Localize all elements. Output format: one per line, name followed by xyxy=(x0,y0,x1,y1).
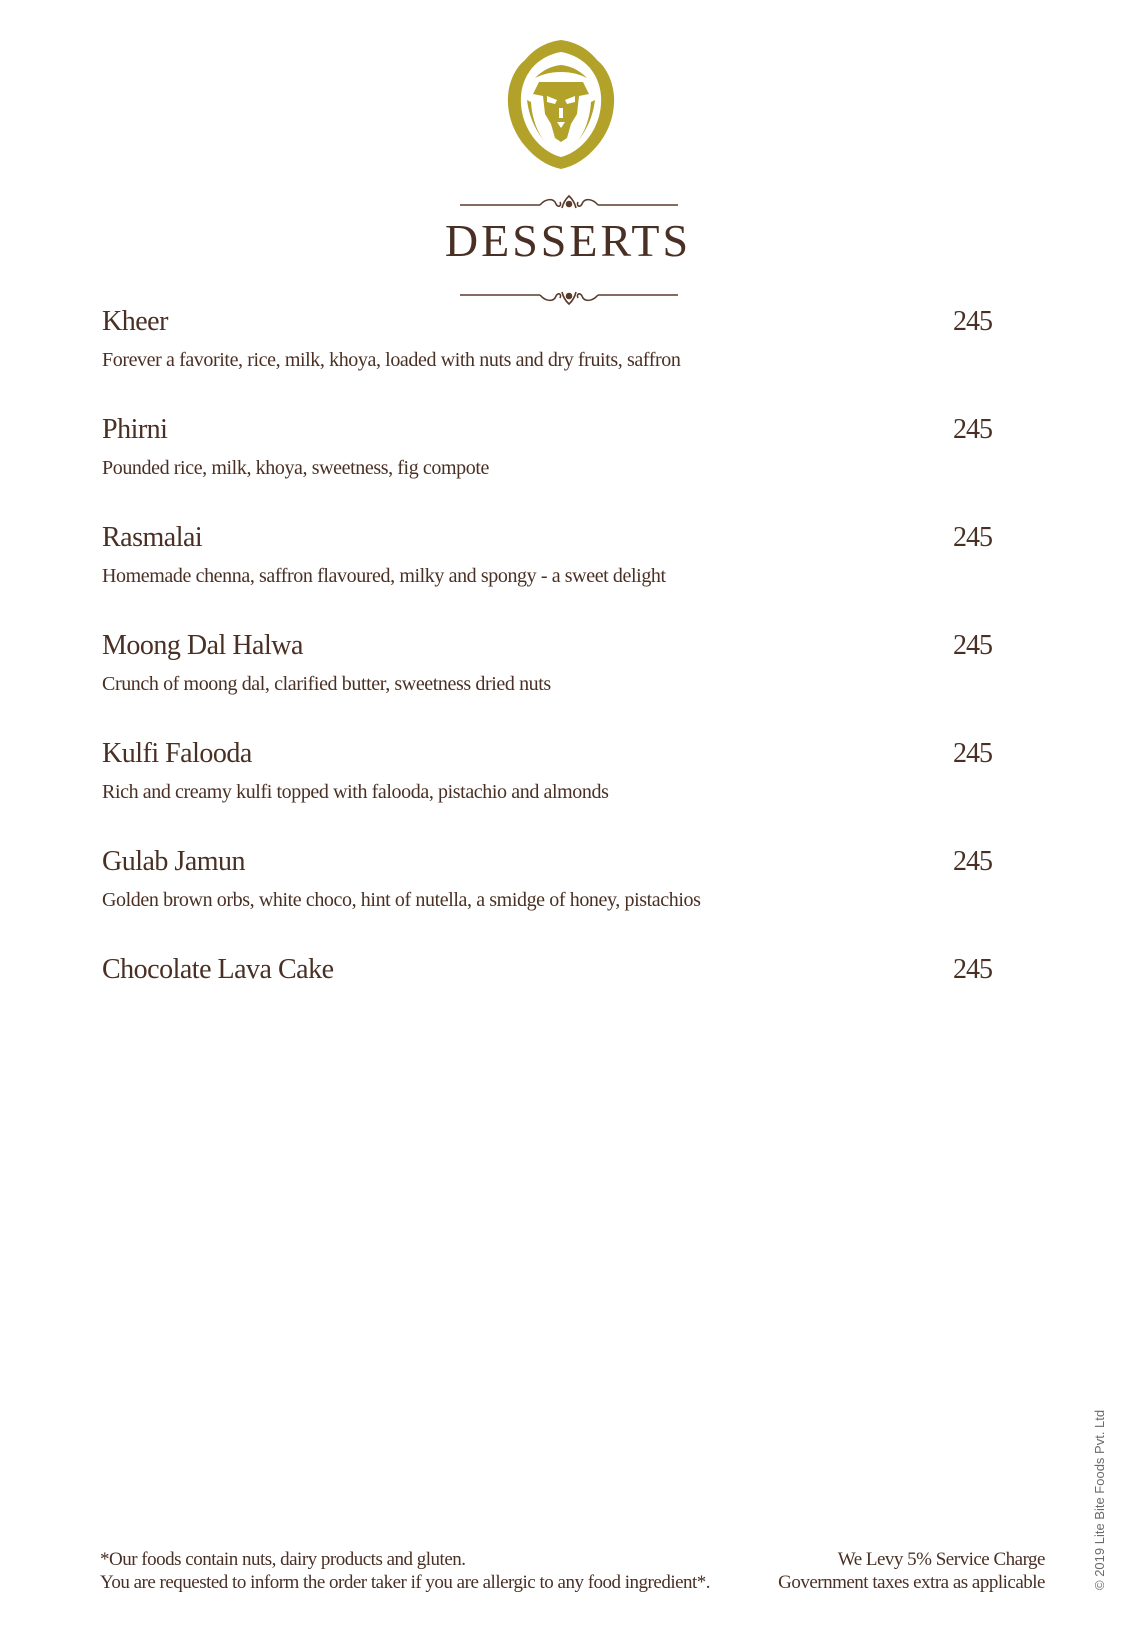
item-name: Kulfi Falooda xyxy=(102,738,252,769)
menu-item xyxy=(102,954,992,1044)
flourish-divider-icon xyxy=(460,286,678,306)
allergen-notice xyxy=(100,1548,710,1594)
item-price: 245 xyxy=(953,414,992,445)
allergen-line: You are requested to inform the order taker if you are allergic to any food ingredient*. xyxy=(100,1572,711,1593)
item-name: Kheer xyxy=(102,306,168,337)
item-description: Homemade chenna, saffron flavoured, milky and spongy - a sweet delight xyxy=(102,565,666,587)
item-price: 245 xyxy=(953,630,992,661)
item-price: 245 xyxy=(953,306,992,337)
item-description: Crunch of moong dal, clarified butter, sweetness dried nuts xyxy=(102,673,551,695)
menu-item xyxy=(102,306,992,396)
service-charge-notice xyxy=(778,1548,1045,1594)
item-name: Moong Dal Halwa xyxy=(102,630,303,661)
allergen-line: *Our foods contain nuts, dairy products and gluten. xyxy=(100,1549,466,1570)
page-title: DESSERTS xyxy=(444,215,692,266)
item-description: Rich and creamy kulfi topped with falooda, pistachio and almonds xyxy=(102,781,609,803)
copyright-notice: © 2019 Lite Bite Foods Pvt. Ltd xyxy=(1092,1409,1107,1590)
menu-item xyxy=(102,846,992,936)
item-name: Gulab Jamun xyxy=(102,846,246,877)
item-price: 245 xyxy=(953,738,992,769)
menu-item xyxy=(102,414,992,504)
menu-item xyxy=(102,630,992,720)
item-description: Forever a favorite, rice, milk, khoya, loaded with nuts and dry fruits, saffron xyxy=(102,349,681,371)
menu-item xyxy=(102,522,992,612)
item-name: Phirni xyxy=(102,414,168,445)
menu-item xyxy=(102,738,992,828)
item-description: Golden brown orbs, white choco, hint of nutella, a smidge of honey, pistachios xyxy=(102,889,701,911)
item-name: Rasmalai xyxy=(102,522,203,553)
item-price: 245 xyxy=(953,954,992,985)
tax-line: Government taxes extra as applicable xyxy=(778,1572,1045,1593)
item-description: Pounded rice, milk, khoya, sweetness, fig compote xyxy=(102,457,489,479)
lion-head-icon xyxy=(505,38,618,170)
item-price: 245 xyxy=(953,846,992,877)
service-charge-line: We Levy 5% Service Charge xyxy=(837,1549,1045,1570)
item-price: 245 xyxy=(953,522,992,553)
item-name: Chocolate Lava Cake xyxy=(102,954,334,985)
flourish-divider-icon xyxy=(460,194,678,214)
